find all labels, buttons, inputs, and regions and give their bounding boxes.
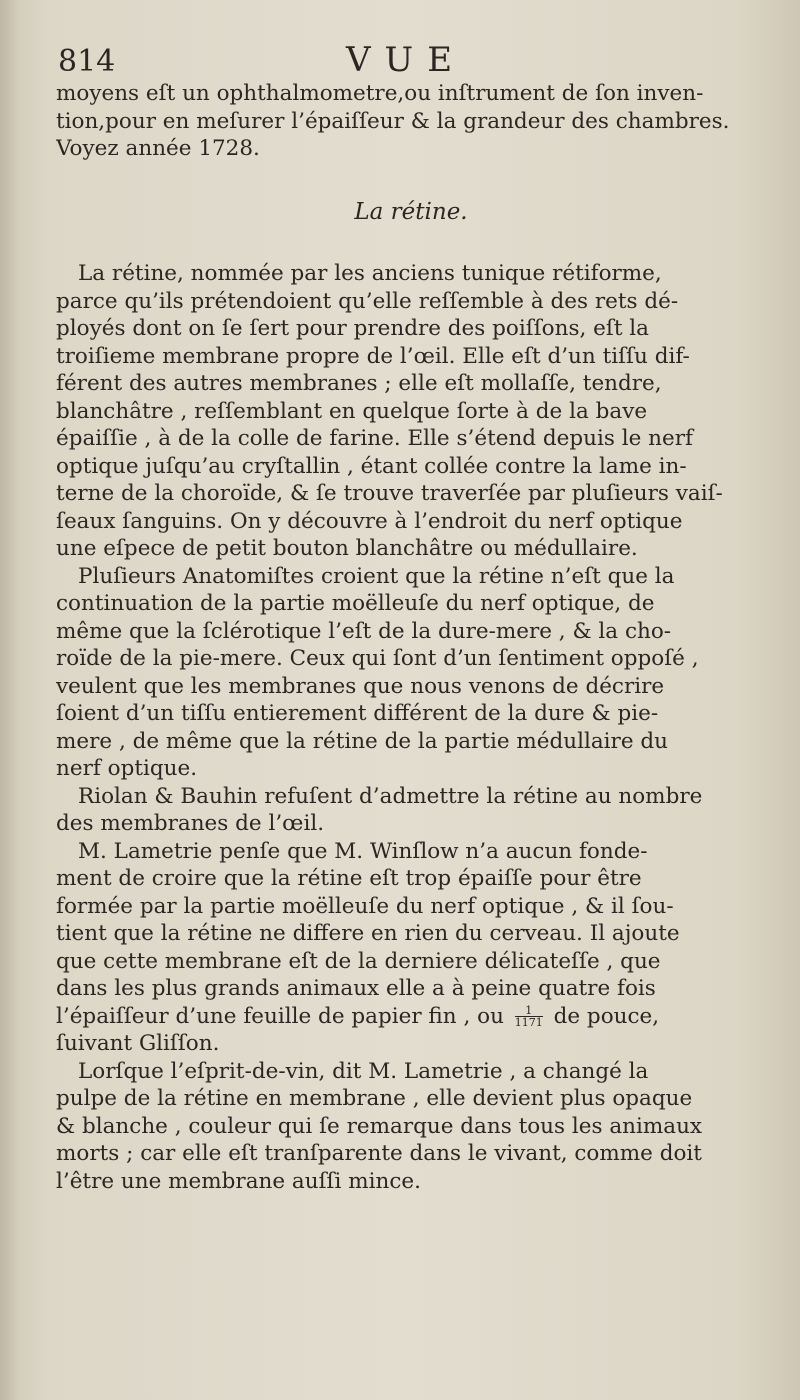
text-line: M. Lametrie penſe que M. Winſlow n’a aucun fonde- bbox=[78, 838, 648, 864]
text-line: dans les plus grands animaux elle a à peine quatre fois bbox=[56, 976, 656, 1001]
text-line: une eſpece de petit bouton blanchâtre ou médullaire. bbox=[56, 536, 638, 561]
page-header bbox=[56, 40, 756, 84]
text-line: ſuivant Gliſſon. bbox=[56, 1031, 220, 1056]
fraction bbox=[515, 1005, 543, 1028]
text-line: blanchâtre , reſſemblant en quelque ſorte à de la bave bbox=[56, 398, 648, 424]
text-line: veulent que les membranes que nous venons de décrire bbox=[56, 673, 665, 699]
text-line: terne de la choroïde, & ſe trouve traverſée par pluſieurs vaiſ- bbox=[56, 481, 723, 506]
text-line: même que la ſclérotique l’eſt de la dure-mere , & la cho- bbox=[56, 618, 672, 644]
text-line: nerf optique. bbox=[56, 756, 198, 781]
text-line: Riolan & Bauhin refuſent d’admettre la rétine au nombre bbox=[78, 783, 703, 809]
text-line: troiſieme membrane propre de l’œil. Elle eſt d’un tiſſu dif- bbox=[56, 343, 690, 369]
text-line: continuation de la partie moëlleuſe du nerf optique, de bbox=[56, 591, 655, 616]
text-line: morts ; car elle eſt tranſparente dans le vivant, comme doit bbox=[56, 1141, 702, 1166]
text-line: moyens eſt un ophthalmometre,ou inſtrument de ſon inven- bbox=[56, 81, 704, 106]
fraction-line-after: de pouce, bbox=[553, 1003, 660, 1029]
text-line: & blanche , couleur qui ſe remarque dans tous les animaux bbox=[56, 1113, 703, 1139]
text-line: mere , de même que la rétine de la partie médullaire du bbox=[56, 728, 669, 754]
text-line: formée par la partie moëlleuſe du nerf optique , & il ſou- bbox=[56, 893, 674, 919]
text-line: férent des autres membranes ; elle eſt mollaſſe, tendre, bbox=[56, 371, 662, 396]
text-line: ſeaux ſanguins. On y découvre à l’endroit du nerf optique bbox=[56, 508, 683, 534]
page-number: 814 bbox=[58, 44, 116, 79]
fraction-denominator: 1171 bbox=[514, 1016, 543, 1029]
text-line: La rétine, nommée par les anciens tunique rétiforme, bbox=[78, 261, 662, 286]
text-line: ment de croire que la rétine eſt trop épaiſſe pour être bbox=[56, 866, 642, 891]
text-line: que cette membrane eſt de la derniere délicateſſe , que bbox=[56, 948, 661, 974]
text-line: Pluſieurs Anatomiſtes croient que la rétine n’eſt que la bbox=[78, 563, 675, 589]
text-line: l’être une membrane auſſi mince. bbox=[56, 1168, 421, 1194]
text-line: Voyez année 1728. bbox=[56, 136, 260, 161]
text-line: tient que la rétine ne differe en rien du cerveau. Il ajoute bbox=[56, 921, 680, 946]
text-line: tion,pour en meſurer l’épaiſſeur & la grandeur des chambres. bbox=[56, 108, 730, 134]
text-line: ployés dont on ſe ſert pour prendre des poiſſons, eſt la bbox=[56, 316, 649, 341]
text-line-with-fraction bbox=[56, 1003, 766, 1031]
text-line: pulpe de la rétine en membrane , elle devient plus opaque bbox=[56, 1086, 693, 1111]
fraction-line-before: l’épaiſſeur d’une feuille de papier fin , ou bbox=[56, 1003, 504, 1029]
text-line: roïde de la pie-mere. Ceux qui ſont d’un ſentiment oppoſé , bbox=[56, 646, 699, 671]
section-title: La rétine. bbox=[354, 198, 468, 225]
text-line: parce qu’ils prétendoient qu’elle reſſemble à des rets dé- bbox=[56, 288, 679, 314]
text-line: Lorſque l’eſprit-de-vin, dit M. Lametrie , a changé la bbox=[78, 1058, 649, 1084]
running-head: VUE bbox=[345, 40, 467, 80]
text-line: des membranes de l’œil. bbox=[56, 811, 325, 836]
text-line: optique juſqu’au cryſtallin , étant collée contre la lame in- bbox=[56, 453, 687, 479]
fraction-numerator: 1 bbox=[515, 1005, 543, 1017]
page-spine-shadow bbox=[0, 0, 18, 1400]
body-text bbox=[56, 80, 766, 1195]
text-line: épaiſſie , à de la colle de farine. Elle s’étend depuis le nerf bbox=[56, 426, 693, 451]
text-line: ſoient d’un tiſſu entierement différent de la dure & pie- bbox=[56, 701, 659, 726]
